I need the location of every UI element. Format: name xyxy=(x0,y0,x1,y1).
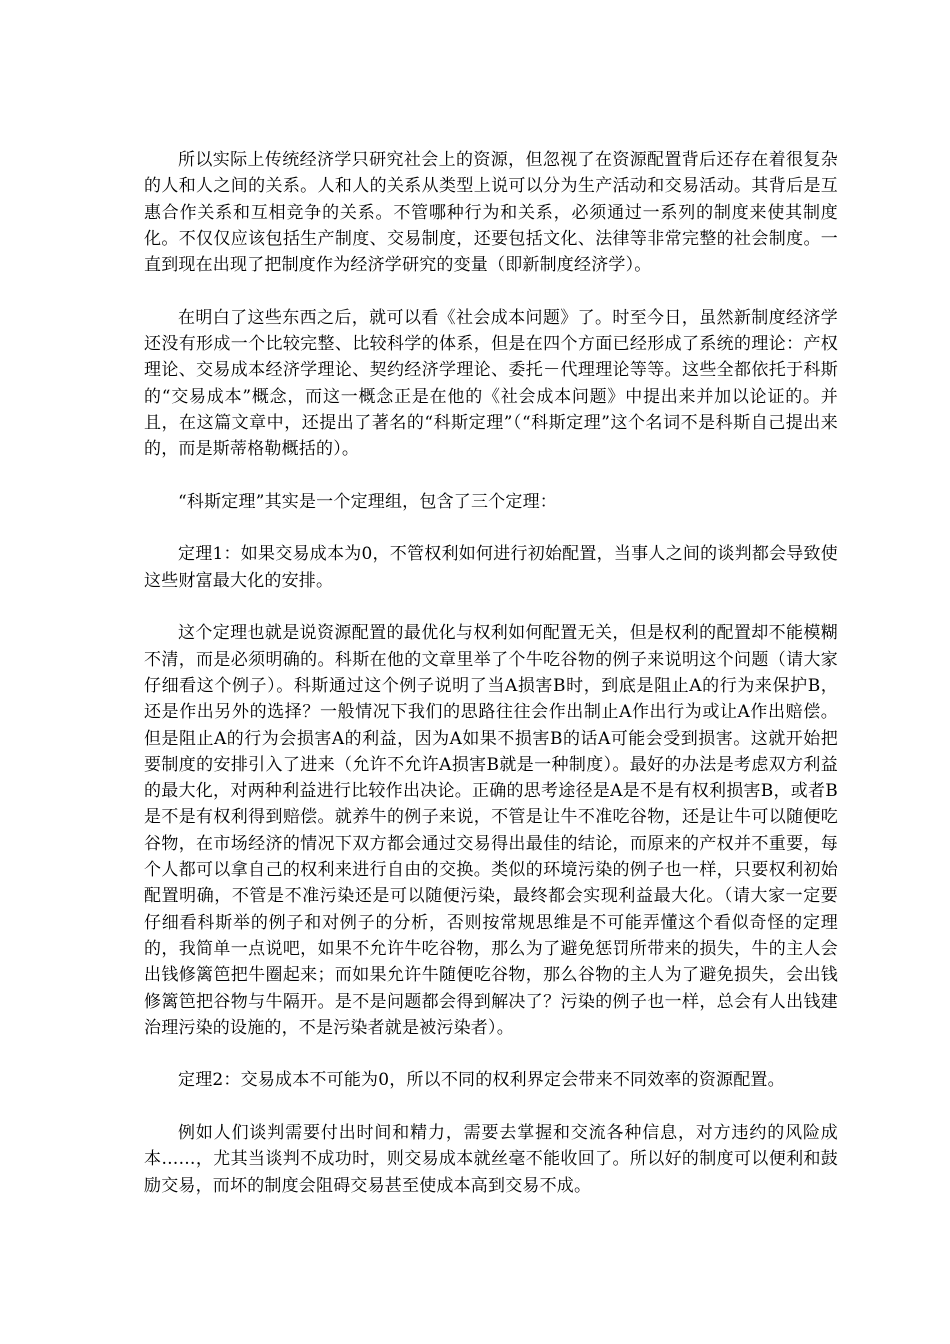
paragraph-theorem-2-explanation: 例如人们谈判需要付出时间和精力，需要去掌握和交流各种信息，对方违约的风险成本……，尤其当谈判不成功时，则交易成本就丝毫不能收回了。所以好的制度可以便利和鼓励交易，而坏的制度会阻碍交易甚至使成本高到交易不成。 xyxy=(144,1122,838,1196)
paragraph-social-cost: 在明白了这些东西之后，就可以看《社会成本问题》了。时至今日，虽然新制度经济学还没有形成一个比较完整、比较科学的体系，但是在四个方面已经形成了系统的理论：产权理论、交易成本经济学理论、契约经济学理论、委托－代理理论等等。这些全都依托于科斯的“交易成本”概念，而这一概念正是在他的《社会成本问题》中提出来并加以论证的。并且，在这篇文章中，还提出了著名的“科斯定理”（“科斯定理”这个名词不是科斯自己提出来的，而是斯蒂格勒概括的）。 xyxy=(144,307,838,460)
paragraph-theorem-1-explanation: 这个定理也就是说资源配置的最优化与权利如何配置无关，但是权利的配置却不能模糊不清，而是必须明确的。科斯在他的文章里举了个牛吃谷物的例子来说明这个问题（请大家仔细看这个例子）。科斯通过这个例子说明了当A损害B时，到底是阻止A的行为来保护B，还是作出另外的选择？一般情况下我们的思路往往会作出制止A作出行为或让A作出赔偿。但是阻止A的行为会损害A的利益，因为A如果不损害B的话A可能会受到损害。这就开始把要制度的安排引入了进来（允许不允许A损害B就是一种制度）。最好的办法是考虑双方利益的最大化，对两种利益进行比较作出决论。正确的思考途径是A是不是有权利损害B，或者B是不是有权利得到赔偿。就养牛的例子来说，不管是让牛不准吃谷物，还是让牛可以随便吃谷物，在市场经济的情况下双方都会通过交易得出最佳的结论，而原来的产权并不重要，每个人都可以拿自己的权利来进行自由的交换。类似的环境污染的例子也一样，只要权利初始配置明确，不管是不准污染还是可以随便污染，最终都会实现利益最大化。（请大家一定要仔细看科斯举的例子和对例子的分析，否则按常规思维是不可能弄懂这个看似奇怪的定理的，我简单一点说吧，如果不允许牛吃谷物，那么为了避免惩罚所带来的损失，牛的主人会出钱修篱笆把牛圈起来；而如果允许牛随便吃谷物，那么谷物的主人为了避免损失，会出钱修篱笆把谷物与牛隔开。是不是问题都会得到解决了？污染的例子也一样，总会有人出钱建治理污染的设施的，不是污染者就是被污染者）。 xyxy=(144,623,838,1038)
paragraph-theorem-1: 定理1：如果交易成本为0，不管权利如何进行初始配置，当事人之间的谈判都会导致使这些财富最大化的安排。 xyxy=(144,544,838,591)
paragraph-theorem-2: 定理2：交易成本不可能为0，所以不同的权利界定会带来不同效率的资源配置。 xyxy=(178,1070,785,1091)
paragraph-resources: 所以实际上传统经济学只研究社会上的资源，但忽视了在资源配置背后还存在着很复杂的人和人之间的关系。人和人的关系从类型上说可以分为生产活动和交易活动。其背后是互惠合作关系和互相竞争的关系。不管哪种行为和关系，必须通过一系列的制度来使其制度化。不仅仅应该包括生产制度、交易制度，还要包括文化、法律等非常完整的社会制度。一直到现在出现了把制度作为经济学研究的变量（即新制度经济学）。 xyxy=(144,150,838,276)
document-page xyxy=(144,147,838,1225)
paragraph-coase-theorem-intro: “科斯定理”其实是一个定理组，包含了三个定理： xyxy=(178,491,557,512)
